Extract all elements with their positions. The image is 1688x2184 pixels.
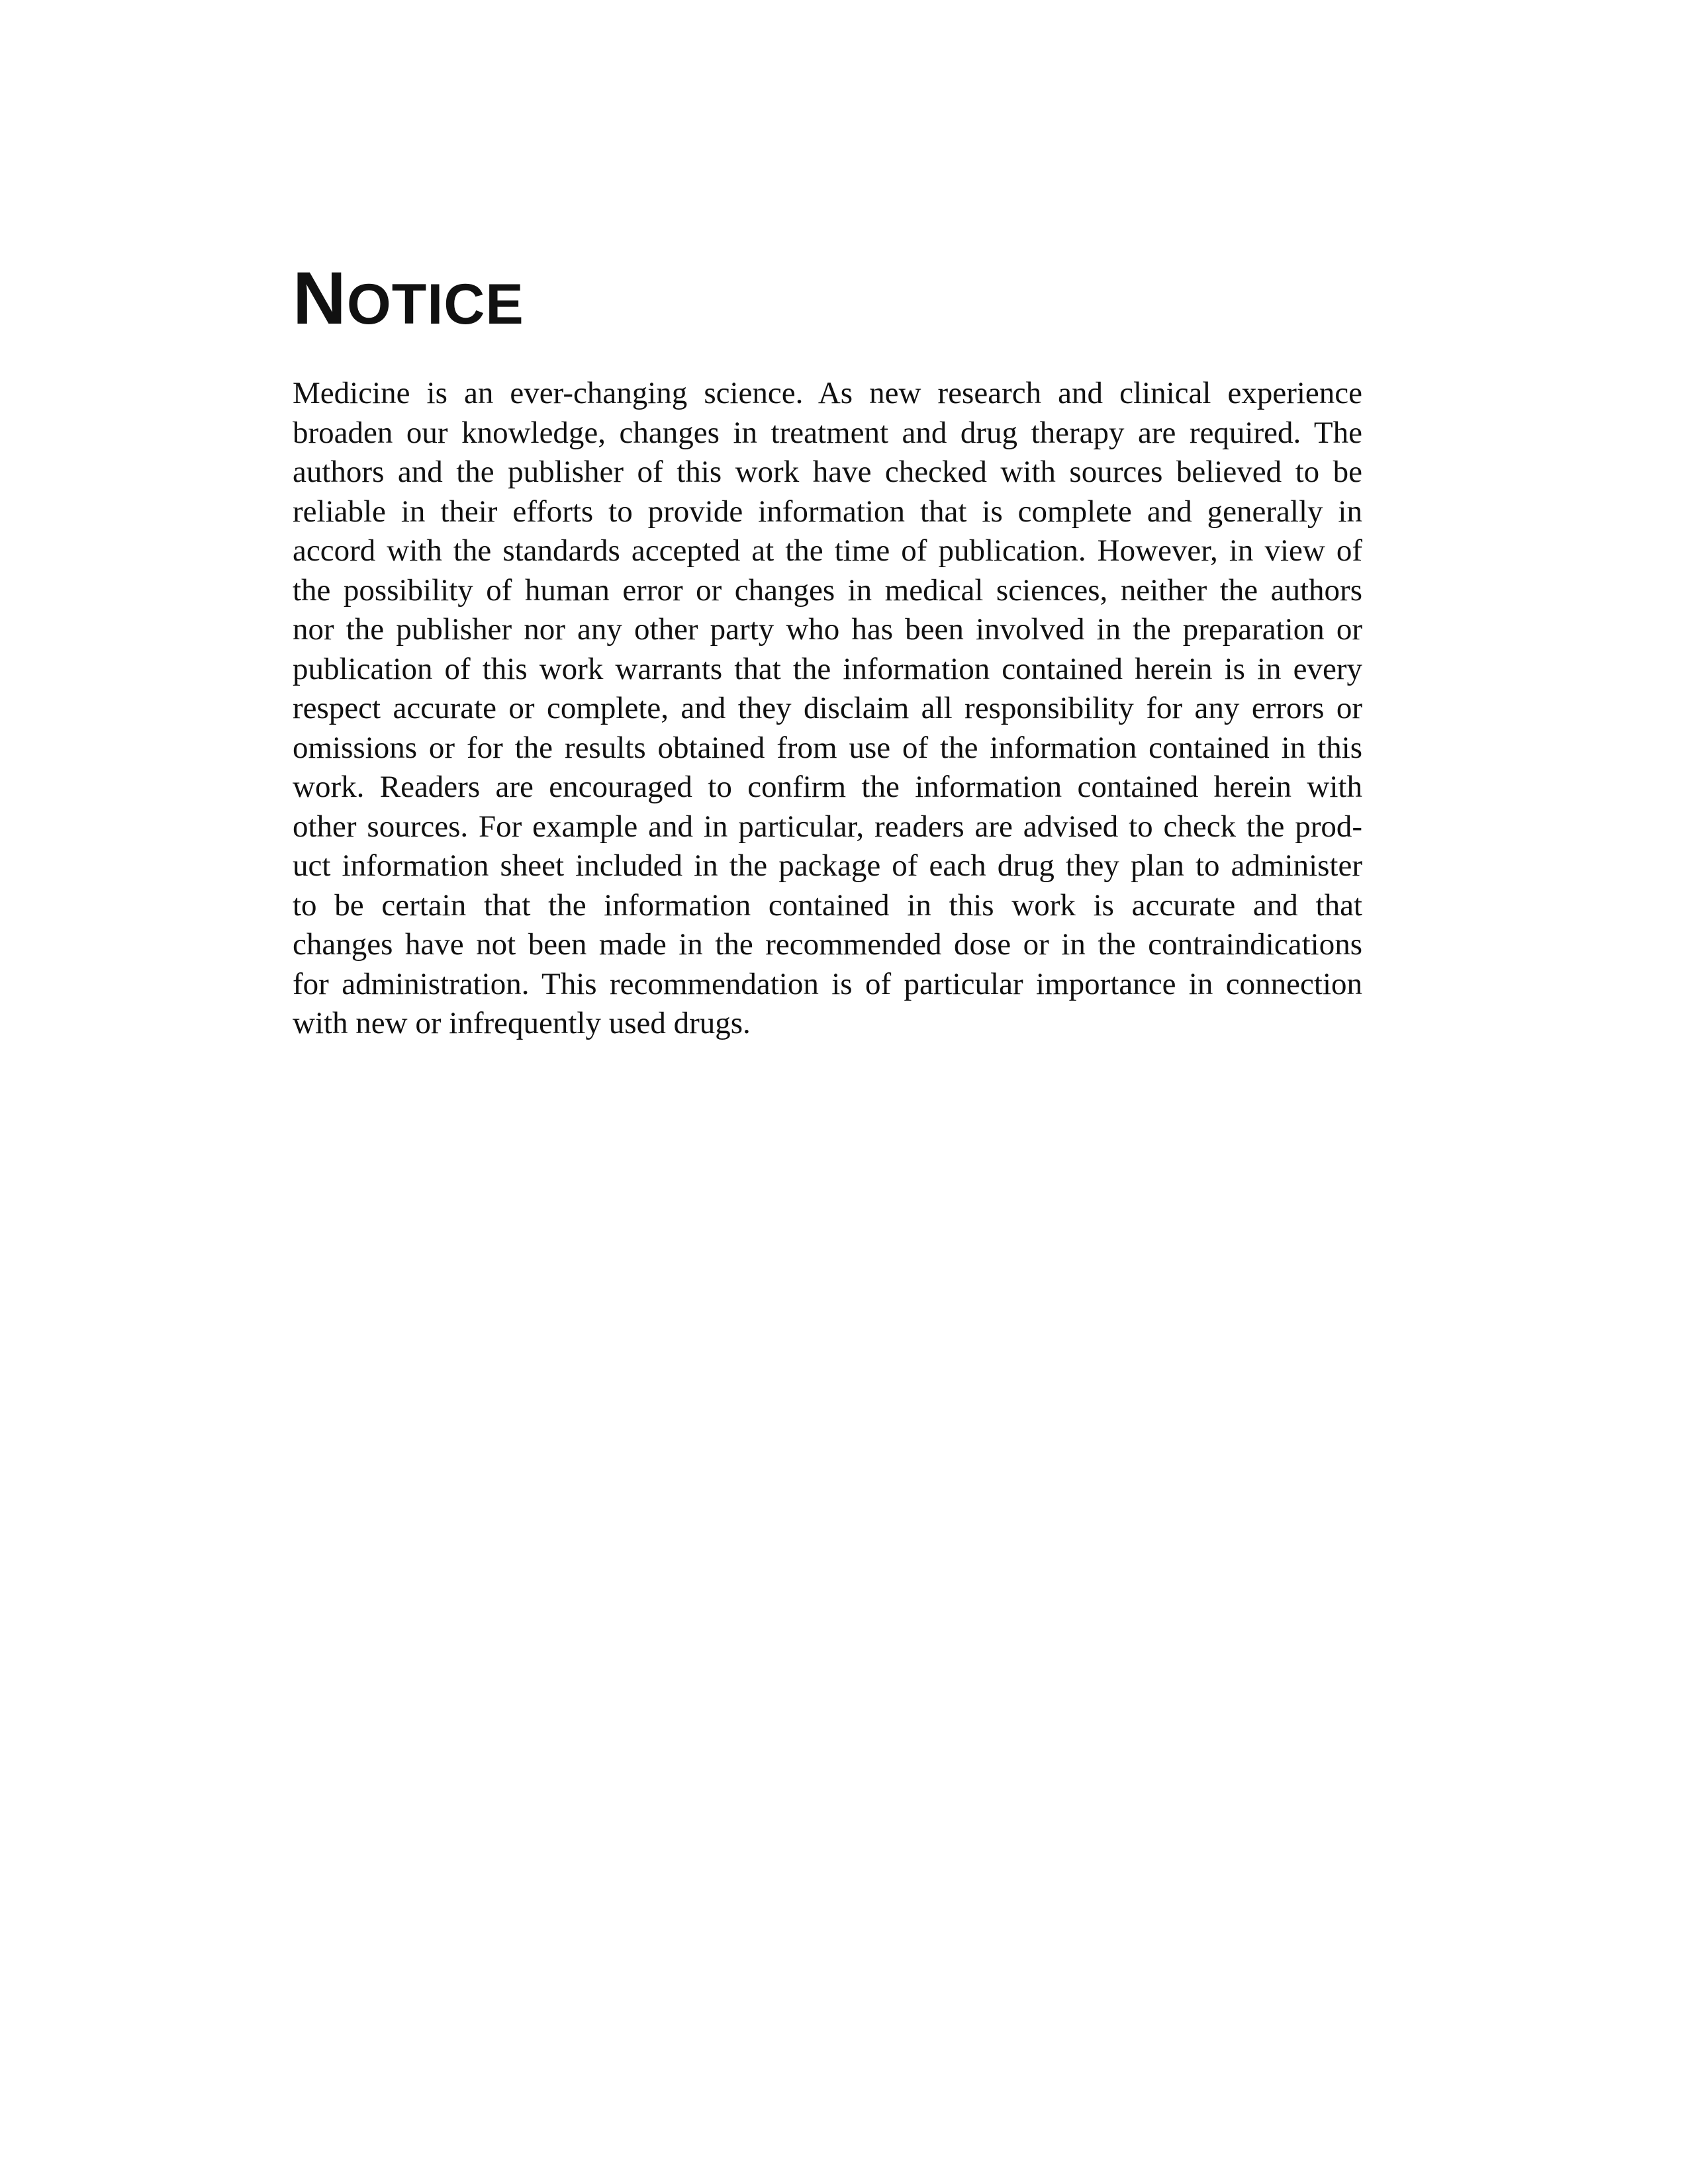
page-title-initial: N xyxy=(293,257,347,340)
paragraph-line: authors and the publisher of this work have checked with sources believed to be xyxy=(293,455,1362,489)
page-title xyxy=(293,257,524,340)
paragraph-line: other sources. For example and in particular, readers are advised to check the prod- xyxy=(293,809,1362,844)
notice-paragraph xyxy=(293,374,1362,1044)
paragraph-line: the possibility of human error or changes in medical sciences, neither the authors xyxy=(293,572,1362,608)
paragraph-line: respect accurate or complete, and they disclaim all responsibility for any errors or xyxy=(293,691,1362,725)
paragraph-line: to be certain that the information contained in this work is accurate and that xyxy=(293,887,1362,923)
page-title-rest: OTICE xyxy=(346,273,524,336)
paragraph-line: reliable in their efforts to provide information that is complete and generally in xyxy=(293,494,1362,529)
paragraph-line: work. Readers are encouraged to confirm the information contained herein with xyxy=(293,770,1362,804)
paragraph-line: publication of this work warrants that the information contained herein is in every xyxy=(293,651,1362,686)
paragraph-line: with new or infrequently used drugs. xyxy=(293,1006,751,1040)
paragraph-line: accord with the standards accepted at the time of publication. However, in view of xyxy=(293,533,1362,568)
paragraph-line: uct information sheet included in the package of each drug they plan to administer xyxy=(293,848,1362,883)
paragraph-line: omissions or for the results obtained from use of the information contained in this xyxy=(293,730,1362,765)
paragraph-line: changes have not been made in the recommended dose or in the contraindications xyxy=(293,927,1362,962)
paragraph-line: nor the publisher nor any other party who has been involved in the preparation or xyxy=(293,612,1362,647)
paragraph-line: broaden our knowledge, changes in treatment and drug therapy are required. The xyxy=(293,415,1362,450)
paragraph-line: for administration. This recommendation is of particular importance in connection xyxy=(293,966,1362,1001)
paragraph-line: Medicine is an ever-changing science. As new research and clinical experience xyxy=(293,376,1362,410)
